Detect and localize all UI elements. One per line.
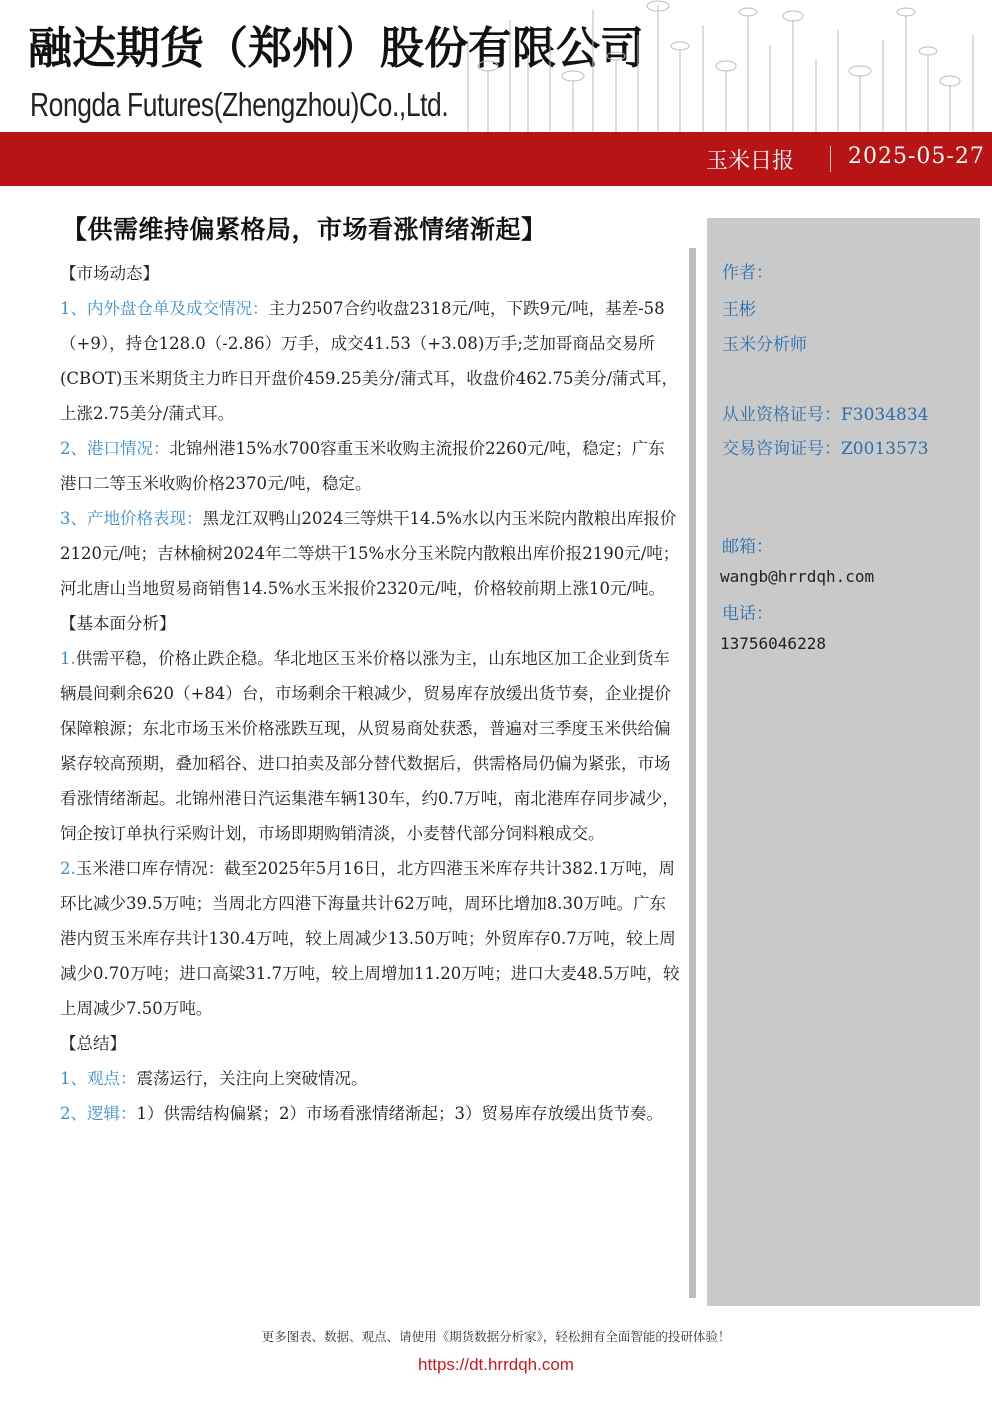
paragraph [60, 641, 680, 851]
paragraph-text: 黑龙江双鸭山2024三等烘干14.5%水以内玉米院内散粮出库报价2120元/吨；吉林榆树2024年二等烘干15%水分玉米院内散粮出库价报2190元/吨；河北唐山当地贸易商销售14.5%水玉米报价2320元/吨，价格较前期上涨10元/吨。 [60, 509, 680, 598]
section-title-summary: 【总结】 [60, 1034, 126, 1053]
title-banner [0, 132, 992, 186]
paragraph [60, 851, 680, 1026]
paragraph-text: 震荡运行，关注向上突破情况。 [136, 1069, 368, 1088]
column-separator [689, 248, 696, 1298]
banner-divider [830, 146, 831, 172]
headline: 【供需维持偏紧格局，市场看涨情绪渐起】 [62, 215, 547, 244]
report-type: 玉米日报 [705, 149, 794, 174]
paragraph-text: 北锦州港15%水700容重玉米收购主流报价2260元/吨，稳定；广东港口二等玉米收购价格2370元/吨，稳定。 [60, 439, 665, 493]
main-content [60, 256, 680, 1131]
paragraph-label: 2、逻辑： [60, 1104, 137, 1123]
paragraph-label: 2、港口情况： [60, 439, 170, 458]
author-name: 王彬 [722, 300, 756, 320]
paragraph [60, 1096, 680, 1131]
paragraph-label: 1. [60, 649, 76, 668]
email-value[interactable]: wangb@hrrdqh.com [720, 567, 875, 586]
paragraph [60, 291, 680, 431]
footer-note: 更多图表、数据、观点、请使用《期货数据分析家》，轻松拥有全面智能的投研体验！ [261, 1329, 731, 1344]
report-date: 2025-05-27 [848, 144, 985, 169]
paragraph-label: 3、产地价格表现： [60, 509, 203, 528]
email-label: 邮箱： [722, 537, 773, 557]
paragraph-label: 1、观点： [60, 1069, 137, 1088]
footer-link[interactable]: https://dt.hrrdqh.com [418, 1355, 574, 1374]
company-name-cn: 融达期货（郑州）股份有限公司 [28, 23, 644, 74]
author-label: 作者： [722, 263, 773, 283]
paragraph [60, 501, 680, 606]
paragraph-text: 1）供需结构偏紧；2）市场看涨情绪渐起；3）贸易库存放缓出货节奏。 [136, 1104, 663, 1123]
company-name-en: Rongda Futures(Zhengzhou)Co.,Ltd. [30, 86, 449, 123]
phone-label: 电话： [722, 604, 773, 624]
license-number: 从业资格证号：F3034834 [722, 405, 929, 425]
section-title-fundamental: 【基本面分析】 [60, 614, 176, 633]
paragraph [60, 1061, 680, 1096]
author-sidebar [707, 218, 980, 1306]
paragraph-text: 玉米港口库存情况：截至2025年5月16日，北方四港玉米库存共计382.1万吨，周环比减少39.5万吨；当周北方四港下海量共计62万吨，周环比增加8.30万吨。广东港内贸玉米库存共计130.4万吨，较上周减少13.50万吨；外贸库存0.7万吨，较上周减少0.70万吨；进口高粱31.7万吨，较上周增加11.20万吨；进口大麦48.5万吨，较上周减少7.50万吨。 [60, 859, 680, 1018]
author-title: 玉米分析师 [722, 335, 807, 355]
paragraph-label: 2. [60, 859, 76, 878]
phone-value: 13756046228 [720, 634, 826, 653]
paragraph-text: 供需平稳，价格止跌企稳。华北地区玉米价格以涨为主，山东地区加工企业到货车辆晨间剩余620（+84）台，市场剩余干粮减少，贸易库存放缓出货节奏，企业提价保障粮源；东北市场玉米价格涨跌互现，从贸易商处获悉，普遍对三季度玉米供给偏紧存较高预期，叠加稻谷、进口拍卖及部分替代数据后，供需格局仍偏为紧张，市场看涨情绪渐起。北锦州港日汽运集港车辆130车，约0.7万吨，南北港库存同步减少，饲企按订单执行采购计划，市场即期购销清淡，小麦替代部分饲料粮成交。 [60, 649, 679, 843]
paragraph-text: 主力2507合约收盘2318元/吨，下跌9元/吨，基差-58（+9），持仓128.0（-2.86）万手，成交41.53（+3.08)万手;芝加哥商品交易所(CBOT)玉米期货主力昨日开盘价459.25美分/蒲式耳，收盘价462.75美分/蒲式耳，上涨2.75美分/蒲式耳。 [60, 299, 679, 423]
paragraph [60, 431, 680, 501]
section-title-market: 【市场动态】 [60, 264, 159, 283]
paragraph-label: 1、内外盘仓单及成交情况： [60, 299, 269, 318]
header-decoration [458, 0, 992, 132]
consult-number: 交易咨询证号：Z0013573 [722, 439, 929, 459]
